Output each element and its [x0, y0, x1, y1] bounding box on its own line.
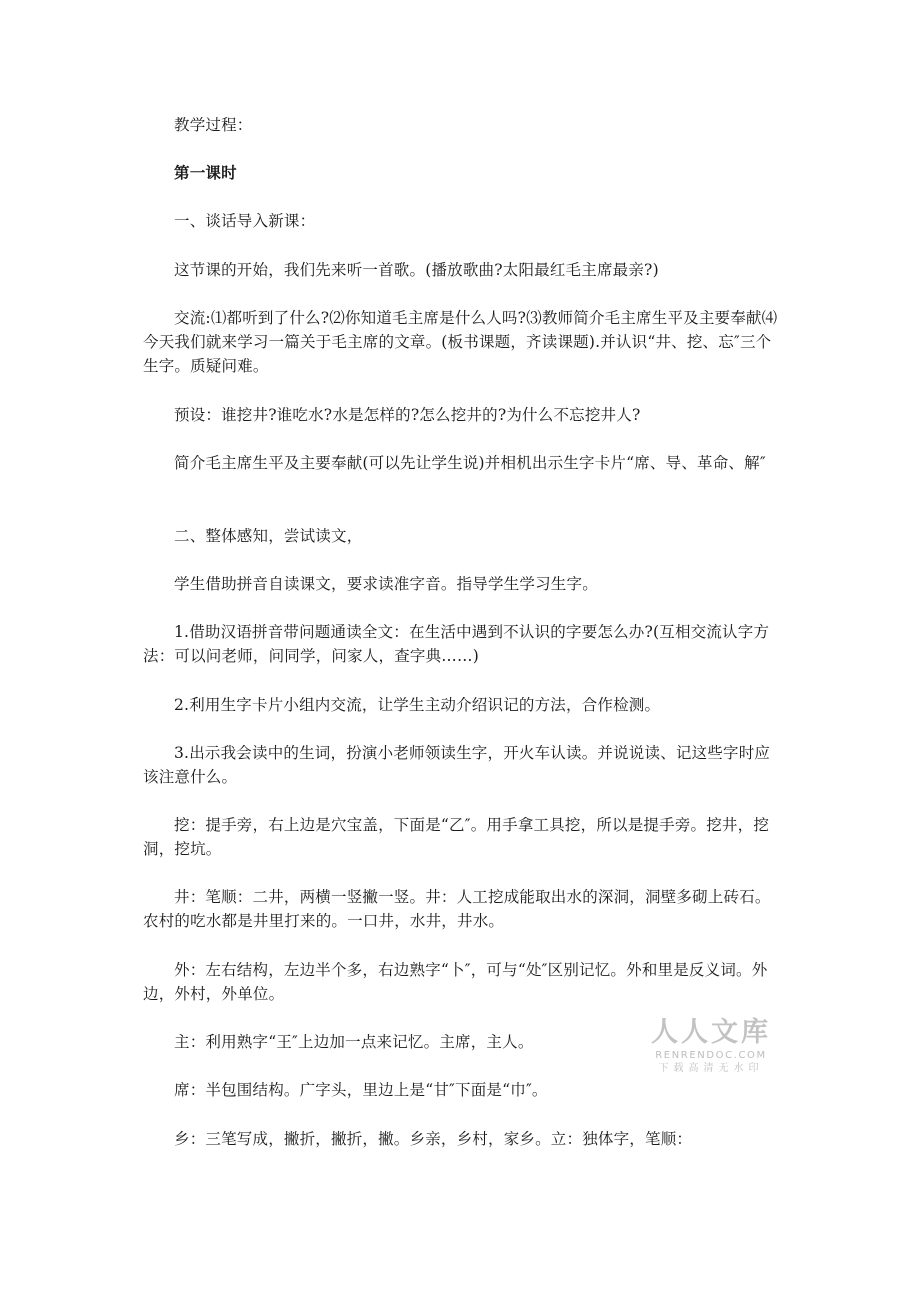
- list-item-3: 3.出示我会读中的生词，扮演小老师领读生字，开火车认读。并说说读、记这些字时应该注意什么。: [143, 744, 771, 786]
- section-heading-overall: 二、整体感知，尝试读文，: [174, 527, 363, 545]
- paragraph-char-xi: 席：半包围结构。广字头，里边上是“甘″下面是“巾″。: [174, 1081, 548, 1099]
- watermark-slogan: 下载高清无水印: [658, 1063, 764, 1074]
- paragraph-self-reading: 学生借助拼音自读课文，要求读准字音。指导学生学习生字。: [174, 575, 598, 593]
- section-heading-intro: 一、谈话导入新课：: [174, 212, 316, 230]
- paragraph-introduction: 简介毛主席生平及主要奉献(可以先让学生说)并相机出示生字卡片“席、导、革命、解″: [174, 454, 766, 472]
- paragraph-char-wa: 挖：提手旁，右上边是穴宝盖，下面是“乙″。用手拿工具挖，所以是提手旁。挖井，挖洞，挖坑。: [143, 816, 770, 858]
- paragraph-char-xiang: 乡：三笔写成，撇折，撇折，撇。乡亲，乡村，家乡。立：独体字，笔顺：: [174, 1130, 693, 1148]
- section-heading-teaching-process: 教学过程：: [174, 116, 253, 134]
- paragraph-char-wai: 外：左右结构，左边半个多，右边熟字“卜″，可与“处″区别记忆。外和里是反义词。外边，外村，外单位。: [143, 961, 768, 1003]
- lesson-title: 第一课时: [174, 163, 237, 182]
- paragraph-char-zhu: 主：利用熟字“王″上边加一点来记忆。主席，主人。: [174, 1033, 534, 1051]
- paragraph-discussion: 交流:⑴都听到了什么?⑵你知道毛主席是什么人吗?⑶教师简介毛主席生平及主要奉献⑷今天我们就来学习一篇关于毛主席的文章。(板书课题，齐读课题).并认识“井、挖、忘″三个生字。质疑问难。: [143, 309, 778, 375]
- list-item-1: 1.借助汉语拼音带问题通读全文：在生活中遇到不认识的字要怎么办?(互相交流认字方法：可以问老师，问同学，问家人，查字典……): [143, 623, 770, 665]
- list-item-2: 2.利用生字卡片小组内交流，让学生主动介绍识记的方法，合作检测。: [174, 696, 661, 714]
- watermark-title: 人人文库: [651, 1017, 771, 1048]
- paragraph-char-jing: 井：笔顺：二井，两横一竖撇一竖。井：人工挖成能取出水的深洞，洞壁多砌上砖石。农村的吃水都是井里打来的。一口井，水井，井水。: [143, 888, 771, 930]
- paragraph-song: 这节课的开始，我们先来听一首歌。(播放歌曲?太阳最红毛主席最亲?): [174, 261, 659, 279]
- watermark-domain: RENRENDOC.COM: [655, 1050, 767, 1061]
- paragraph-preset-questions: 预设：谁挖井?谁吃水?水是怎样的?怎么挖井的?为什么不忘挖井人?: [174, 406, 641, 424]
- watermark-logo: [646, 1017, 776, 1076]
